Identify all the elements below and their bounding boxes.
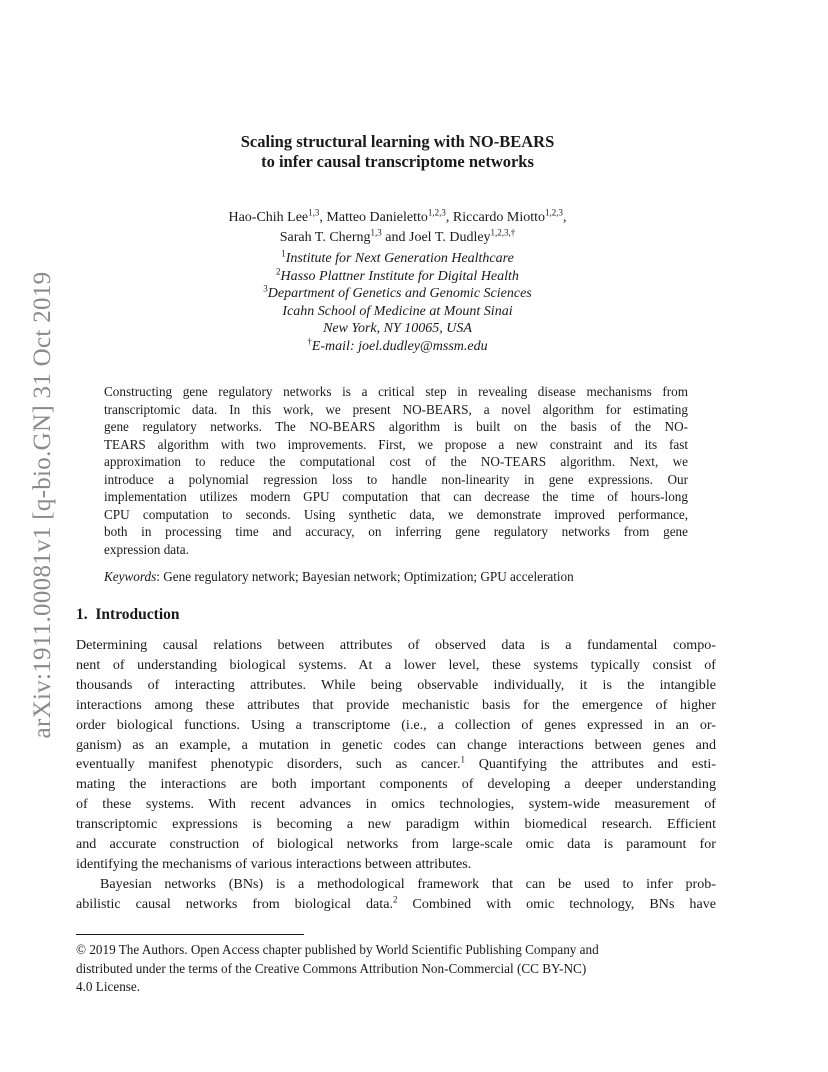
section-heading xyxy=(76,606,180,624)
footnote-rule xyxy=(76,934,304,935)
body-line: mating the interactions are both important components of developing a deeper understanding xyxy=(76,776,716,793)
contact-email-line xyxy=(100,338,695,356)
abstract-line: gene regulatory networks. The NO-BEARS algorithm is built on the basis of the NO- xyxy=(104,419,688,434)
body-line: Determining causal relations between attributes of observed data is a fundamental compo- xyxy=(76,637,716,653)
affiliation-text: Department of Genetics and Genomic Sciences xyxy=(267,286,532,302)
abstract-line: implementation utilizes modern GPU computation that can decrease the time of hours-long xyxy=(104,489,688,504)
authors-line-1: Hao-Chih Lee$^{1,3}$, Matteo Danieletto$^{1,2,3}$, Riccardo Miotto$^{1,2,3}$, xyxy=(228,207,567,225)
footnote-line: distributed under the terms of the Creative Commons Attribution Non-Commercial (CC BY-NC) xyxy=(76,960,587,976)
authors-line-2 xyxy=(100,228,695,248)
paper-title xyxy=(100,132,695,172)
author-name: Sarah T. Cherng xyxy=(279,230,371,245)
arxiv-identifier[interactable]: arXiv:1911.00081v1 [q-bio.GN] 31 Oct 2019 xyxy=(29,271,56,739)
author-name: Joel T. Dudley xyxy=(409,230,491,245)
arxiv-side-stamp xyxy=(20,270,66,740)
title-line-2: to infer causal transcriptome networks xyxy=(261,152,534,171)
contact-email[interactable]: E-mail: joel.dudley@mssm.edu xyxy=(311,338,488,354)
introduction-body xyxy=(76,636,716,915)
affiliation-mark: † xyxy=(307,336,312,347)
author-conjunction: and xyxy=(385,230,406,245)
title-line-1: Scaling structural learning with NO-BEARS xyxy=(240,132,555,151)
body-text: eventually manifest phenotypic disorders, such as cancer. xyxy=(76,756,461,773)
body-line: interactions among these attributes that provide mechanistic basis for the emergence of higher xyxy=(76,696,716,713)
body-line: order biological functions. Using a transcriptome (i.e., a collection of genes expressed in an or- xyxy=(76,716,716,733)
body-line: and accurate construction of biological networks from large-scale omic data is paramount for xyxy=(76,836,716,853)
author-affiliation-mark: 1,2,3 xyxy=(427,207,446,218)
abstract-line: CPU computation to seconds. Using synthetic data, we demonstrate improved performance, xyxy=(104,506,688,522)
abstract-line: approximation to reduce the computational cost of the NO-TEARS algorithm. Next, we xyxy=(104,454,688,469)
body-line: thousands of interacting attributes. While being observable individually, it is the intangible xyxy=(76,676,716,693)
author-list xyxy=(100,208,695,248)
body-line: identifying the mechanisms of various interactions between attributes. xyxy=(76,855,472,872)
author-affiliation-mark: 1,3 xyxy=(370,227,382,238)
body-line xyxy=(76,895,716,915)
author-affiliation-mark: 1,2,3,† xyxy=(490,227,516,238)
body-line: Bayesian networks (BNs) is a methodological framework that can be used to infer prob- xyxy=(100,875,716,892)
affiliation-line: Icahn School of Medicine at Mount Sinai xyxy=(282,303,513,319)
footnote-line: © 2019 The Authors. Open Access chapter published by World Scientific Publishing Company and xyxy=(76,942,599,957)
affiliation-text: Institute for Next Generation Healthcare xyxy=(285,251,514,266)
footnote-line: 4.0 License. xyxy=(76,979,141,994)
body-text: Combined with omic technology, BNs have xyxy=(397,895,717,912)
author-name: Riccardo Miotto xyxy=(452,210,546,225)
author-name: Matteo Danieletto xyxy=(326,210,428,225)
abstract-line: both in processing time and accuracy, on inferring gene regulatory networks from gene xyxy=(104,524,688,539)
affiliation-line xyxy=(100,250,695,268)
body-line: ganism) as an example, a mutation in genetic codes can change interactions between genes and xyxy=(76,736,716,753)
keywords-label: Keywords xyxy=(104,569,157,584)
citation-1[interactable]: 1 xyxy=(460,754,465,765)
keywords-text: : Gene regulatory network; Bayesian network; Optimization; GPU acceleration xyxy=(156,569,574,584)
abstract-line: Constructing gene regulatory networks is a critical step in revealing disease mechanisms from xyxy=(104,384,688,399)
author-name: Hao-Chih Lee xyxy=(228,210,309,225)
affiliation-line: New York, NY 10065, USA xyxy=(323,321,472,337)
body-line xyxy=(76,755,716,775)
body-text: abilistic causal networks from biological data. xyxy=(76,895,393,912)
body-line: transcriptomic expressions is becoming a new paradigm within biomedical research. Efficient xyxy=(76,816,716,833)
author-affiliation-mark: 1,3 xyxy=(308,207,320,218)
citation-2[interactable]: 2 xyxy=(392,894,398,905)
author-affiliation-mark: 1,2,3 xyxy=(545,207,564,218)
abstract-line: expression data. xyxy=(104,541,189,557)
section-number: 1. xyxy=(76,606,88,623)
copyright-footnote xyxy=(76,941,716,997)
affiliation-line xyxy=(100,285,695,303)
body-text: Quantifying the attributes and esti- xyxy=(464,756,716,773)
affiliation-mark: 1 xyxy=(281,248,286,259)
affiliation-text: Hasso Plattner Institute for Digital Health xyxy=(280,268,519,284)
abstract-line: introduce a polynomial regression loss to handle non-linearity in gene expressions. Our xyxy=(104,471,688,487)
affiliations xyxy=(100,250,695,356)
body-line: nent of understanding biological systems. At a lower level, these systems typically consist of xyxy=(76,656,716,673)
affiliation-mark: 2 xyxy=(276,265,281,276)
abstract-line: transcriptomic data. In this work, we present NO-BEARS, a novel algorithm for estimating xyxy=(104,401,688,417)
section-title: Introduction xyxy=(95,606,180,623)
keywords xyxy=(104,568,688,586)
body-line: of these systems. With recent advances in omics technologies, system-wide measurement of xyxy=(76,796,716,813)
affiliation-mark: 3 xyxy=(263,283,268,294)
affiliation-line xyxy=(100,265,695,286)
abstract xyxy=(104,383,688,558)
abstract-line: TEARS algorithm with two improvements. First, we propose a new constraint and its fast xyxy=(104,436,688,452)
